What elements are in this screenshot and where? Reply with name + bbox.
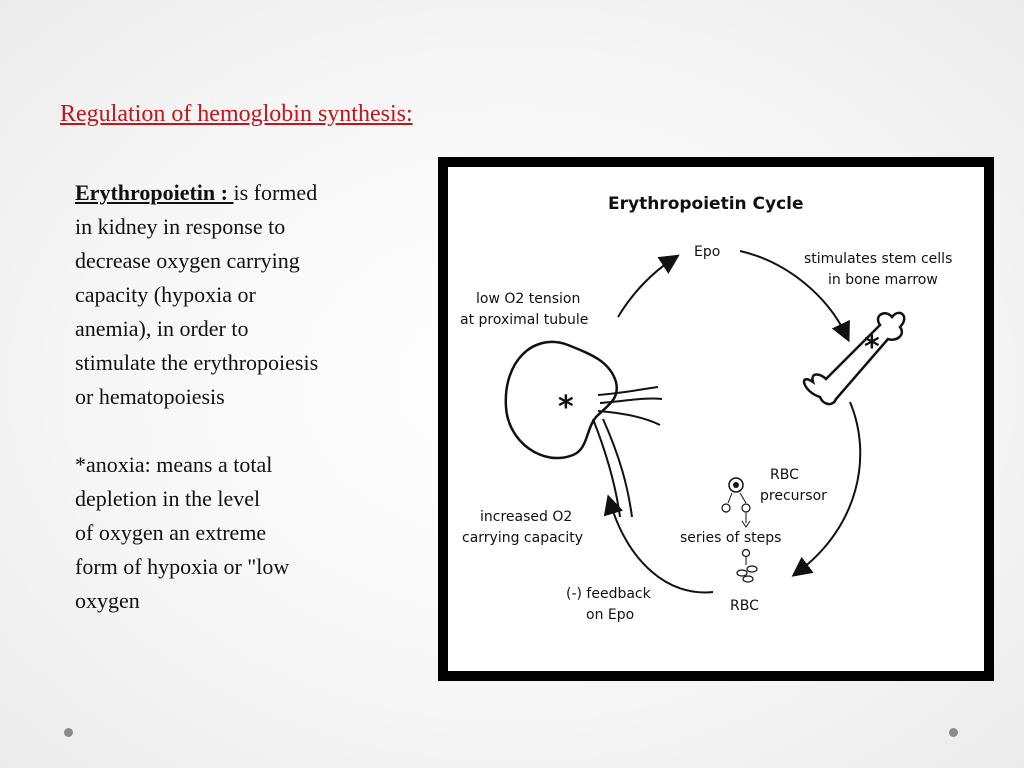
label-increased-o2-line2: carrying capacity bbox=[462, 530, 584, 546]
label-epo: Epo bbox=[694, 244, 721, 260]
label-rbc-precursor-line2: precursor bbox=[760, 488, 827, 504]
label-series-of-steps: series of steps bbox=[680, 530, 782, 546]
body-text bbox=[75, 176, 405, 618]
label-rbc: RBC bbox=[730, 598, 759, 614]
label-increased-o2-line1: increased O2 bbox=[480, 509, 573, 525]
paragraph1-line: capacity (hypoxia or bbox=[75, 282, 256, 307]
paragraph2-line: depletion in the level bbox=[75, 486, 261, 511]
label-feedback-line1: (-) feedback bbox=[566, 586, 651, 602]
paragraph2-line: form of hypoxia or "low bbox=[75, 554, 290, 579]
paragraph2-line: of oxygen an extreme bbox=[75, 520, 267, 545]
term-erythropoietin: Erythropoietin : bbox=[75, 180, 234, 205]
paragraph1-line: in kidney in response to bbox=[75, 214, 286, 239]
diagram-title: Erythropoietin Cycle bbox=[608, 194, 804, 214]
label-stem-cells-line2: in bone marrow bbox=[828, 272, 938, 288]
label-low-o2-line1: low O2 tension bbox=[476, 291, 581, 307]
paragraph2-line: oxygen bbox=[75, 588, 140, 613]
label-low-o2-line2: at proximal tubule bbox=[460, 312, 589, 328]
slide-decoration-dot bbox=[949, 728, 958, 737]
arrow-bone-to-rbc bbox=[798, 402, 860, 572]
paragraph-erythropoietin bbox=[75, 176, 405, 210]
kidney-icon bbox=[506, 342, 662, 517]
label-rbc-precursor-line1: RBC bbox=[770, 467, 799, 483]
diagram-frame bbox=[438, 157, 994, 681]
slide-decoration-dot bbox=[64, 728, 73, 737]
paragraph1-line: or hematopoiesis bbox=[75, 384, 225, 409]
erythropoietin-cycle-diagram bbox=[448, 167, 984, 671]
arrow-kidney-to-epo bbox=[618, 259, 673, 317]
bone-icon bbox=[804, 313, 904, 404]
asterisk-kidney: * bbox=[558, 390, 574, 425]
asterisk-bone: * bbox=[864, 330, 880, 365]
slide-title: Regulation of hemoglobin synthesis: bbox=[60, 101, 413, 127]
diagram-panel bbox=[446, 165, 986, 673]
paragraph2-line: *anoxia: means a total bbox=[75, 452, 273, 477]
paragraph1-line1: is formed bbox=[233, 180, 318, 205]
arrow-rbc-to-increased-o2 bbox=[610, 502, 713, 592]
label-stem-cells-line1: stimulates stem cells bbox=[804, 251, 953, 267]
paragraph-gap bbox=[75, 414, 405, 448]
paragraph1-line: anemia), in order to bbox=[75, 316, 249, 341]
paragraph1-line: stimulate the erythropoiesis bbox=[75, 350, 319, 375]
paragraph1-line: decrease oxygen carrying bbox=[75, 248, 300, 273]
label-feedback-line2: on Epo bbox=[586, 607, 635, 623]
